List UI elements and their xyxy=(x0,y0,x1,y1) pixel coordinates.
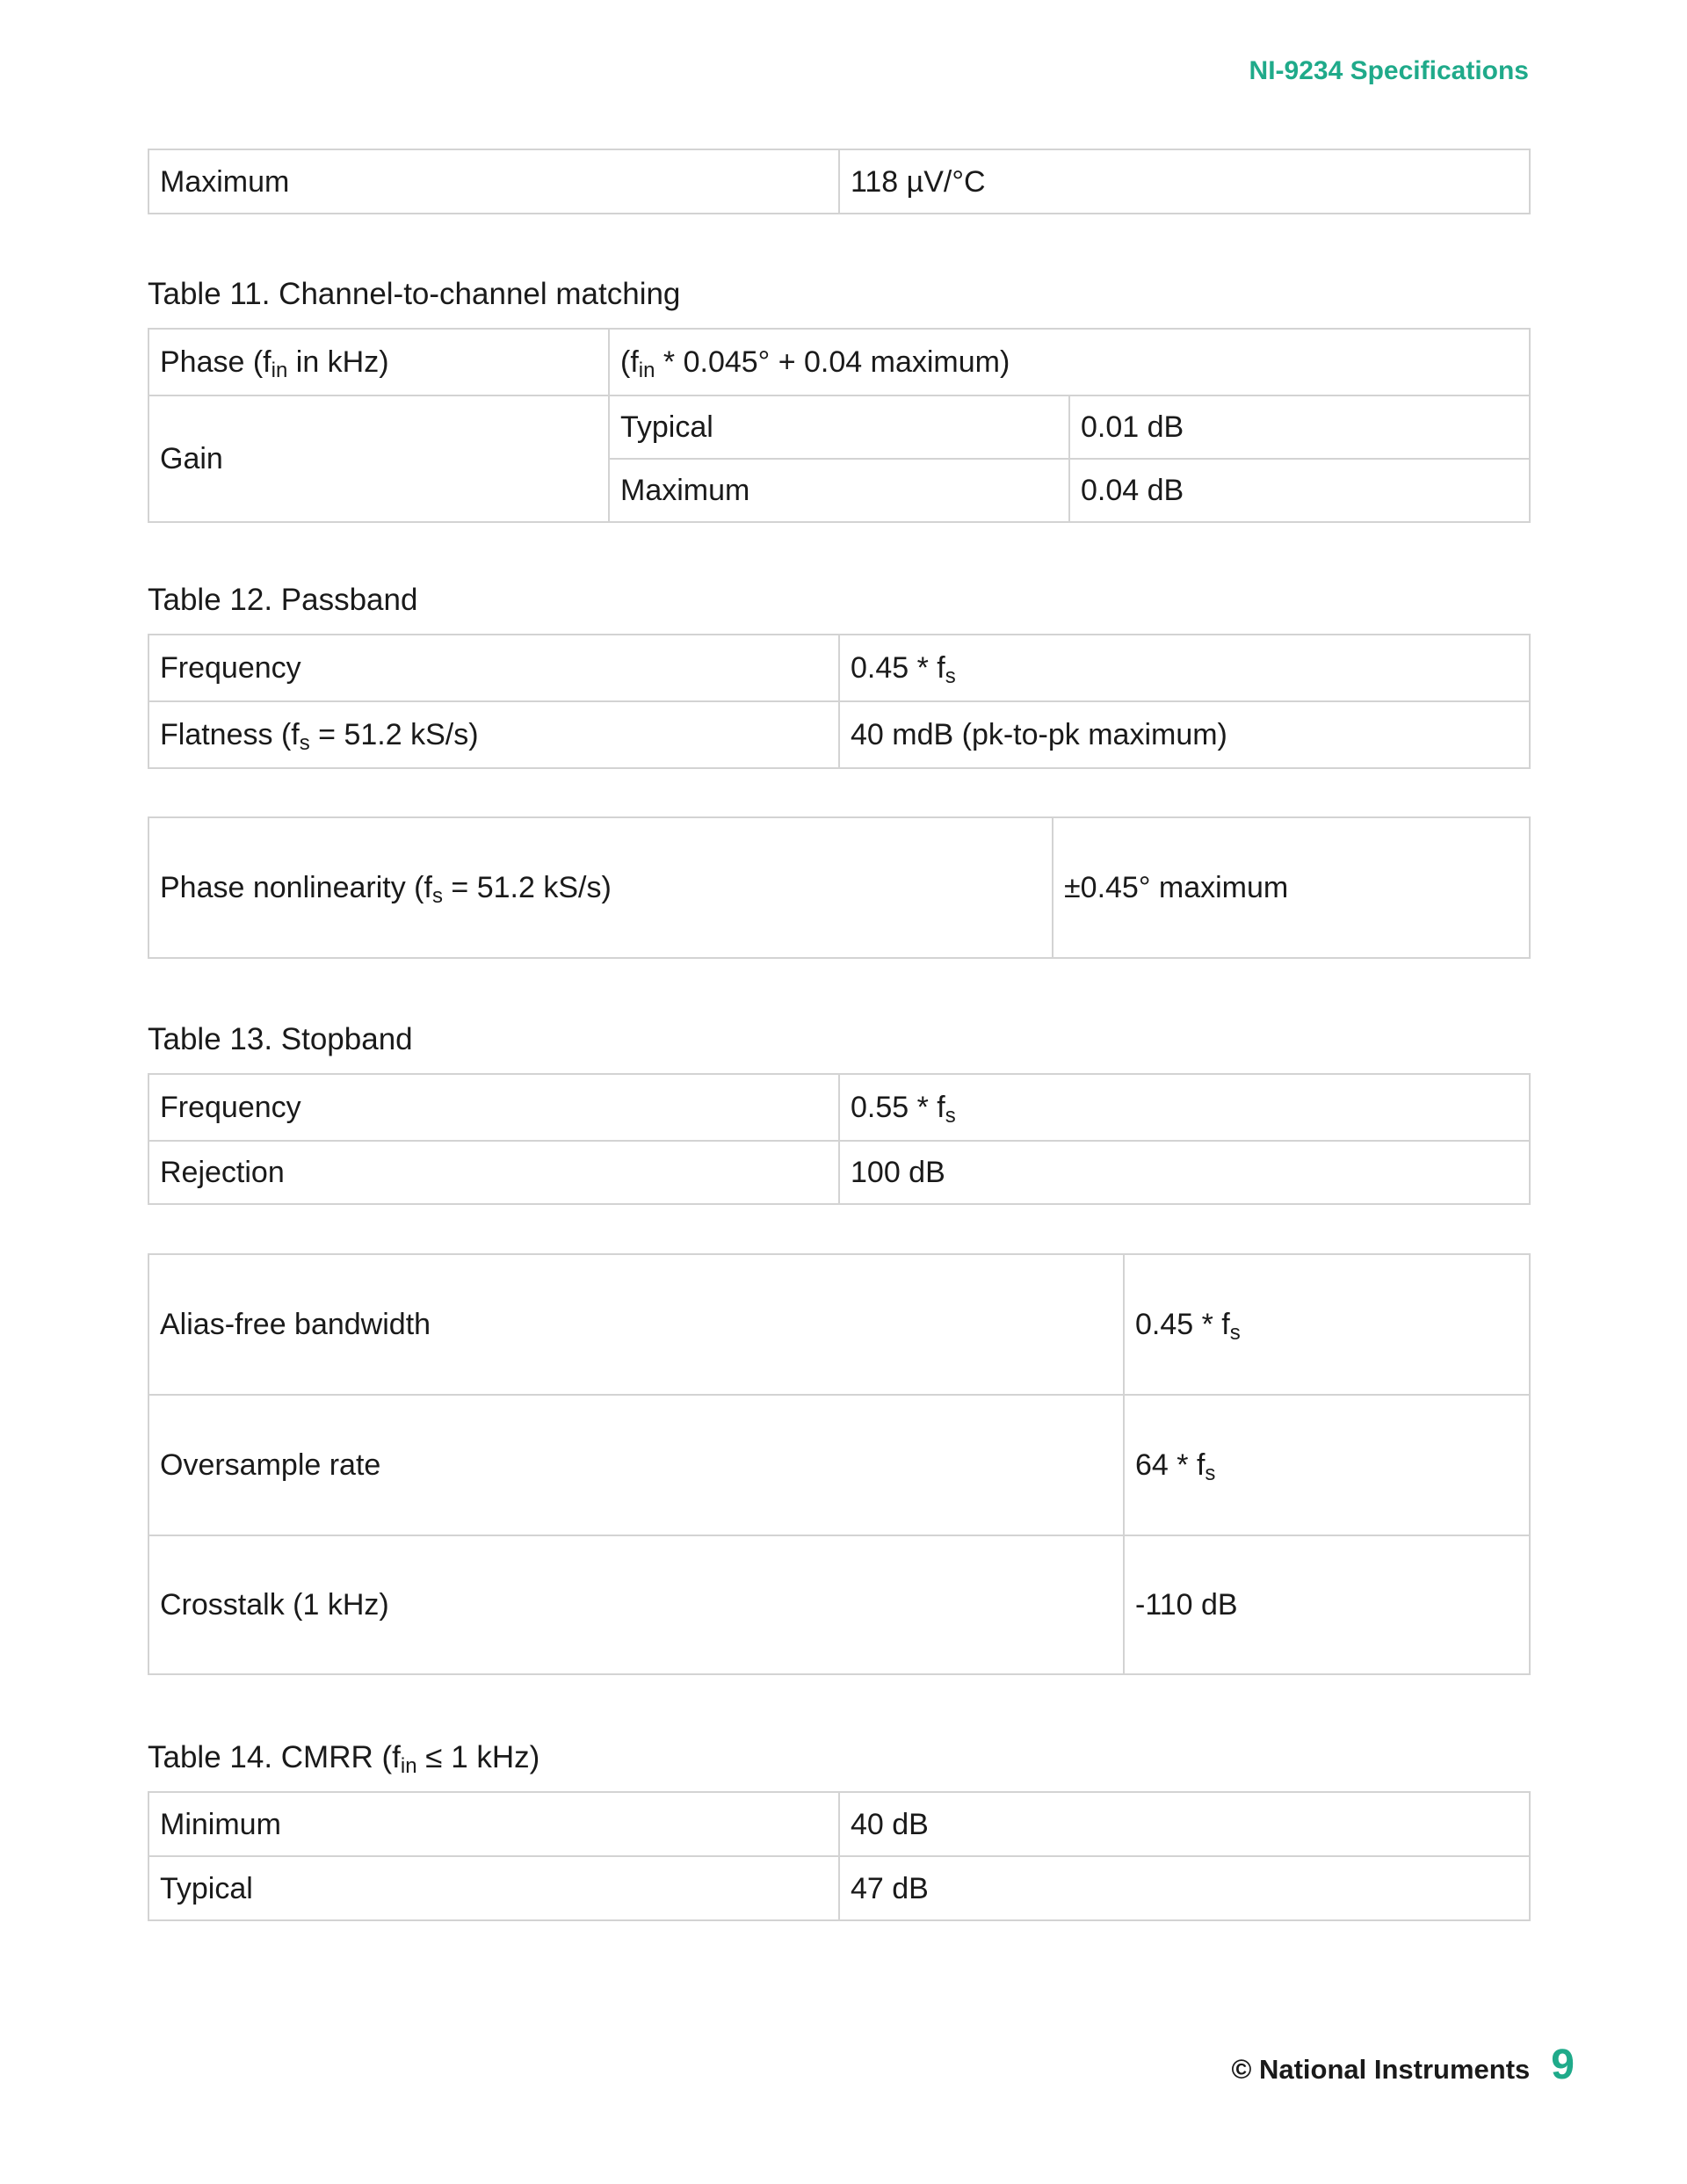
table-row xyxy=(148,1074,1530,1141)
table-row xyxy=(148,329,1530,395)
table-row xyxy=(148,149,1530,214)
row-value: 0.01 dB xyxy=(1069,395,1530,459)
table-row xyxy=(148,1254,1530,1395)
phase-nonlinearity-table-block xyxy=(148,816,1529,959)
phase-value-text: (f xyxy=(620,345,639,379)
row-label: Crosstalk (1 kHz) xyxy=(148,1535,1124,1674)
subscript: s xyxy=(299,731,310,755)
phase-label-text: in kHz) xyxy=(287,345,389,379)
row-value: 118 µV/°C xyxy=(839,149,1530,214)
table-row xyxy=(148,1395,1530,1535)
subscript: s xyxy=(1205,1462,1216,1485)
value-text: 0.55 * f xyxy=(851,1091,945,1124)
spec-table xyxy=(148,1253,1531,1675)
table-caption: Table 12. Passband xyxy=(148,583,418,617)
phase-value-text: * 0.045° + 0.04 maximum) xyxy=(655,345,1010,379)
subscript: s xyxy=(945,664,956,688)
row-label: Minimum xyxy=(148,1792,839,1856)
row-label: Rejection xyxy=(148,1141,839,1204)
row-value xyxy=(1124,1254,1530,1395)
table-row xyxy=(148,1141,1530,1204)
table-row xyxy=(148,1792,1530,1856)
spec-table xyxy=(148,816,1531,959)
table-caption: Table 11. Channel-to-channel matching xyxy=(148,277,681,311)
label-text: = 51.2 kS/s) xyxy=(309,718,479,751)
phase-label-text: Phase (f xyxy=(160,345,272,379)
table-row xyxy=(148,1856,1530,1920)
row-label xyxy=(148,701,839,768)
subscript: in xyxy=(271,359,288,382)
table-row xyxy=(148,1535,1530,1674)
value-text: 64 * f xyxy=(1135,1448,1206,1482)
page-footer xyxy=(1232,2041,1575,2089)
table-12-block xyxy=(148,583,1529,769)
subscript: in xyxy=(638,359,655,382)
row-label: Frequency xyxy=(148,635,839,701)
row-label: Gain xyxy=(148,395,609,522)
table-11-block xyxy=(148,277,1529,523)
row-label: Maximum xyxy=(148,149,839,214)
row-value: 47 dB xyxy=(839,1856,1530,1920)
label-text: Phase nonlinearity (f xyxy=(160,871,432,904)
row-value: 40 mdB (pk-to-pk maximum) xyxy=(839,701,1530,768)
row-label xyxy=(148,329,609,395)
spec-table xyxy=(148,1791,1531,1921)
table-row xyxy=(148,817,1530,958)
value-text: 0.45 * f xyxy=(851,651,945,685)
caption-text: ≤ 1 kHz) xyxy=(416,1740,540,1774)
spec-table xyxy=(148,1073,1531,1205)
table-13-block xyxy=(148,1022,1529,1205)
row-label: Oversample rate xyxy=(148,1395,1124,1535)
row-value: -110 dB xyxy=(1124,1535,1530,1674)
table-10-continuation xyxy=(148,149,1529,214)
row-value xyxy=(1124,1395,1530,1535)
row-label: Alias-free bandwidth xyxy=(148,1254,1124,1395)
table-caption: Table 13. Stopband xyxy=(148,1022,413,1056)
table-row xyxy=(148,395,1530,459)
sub-label: Typical xyxy=(609,395,1069,459)
row-label: Typical xyxy=(148,1856,839,1920)
spec-table xyxy=(148,328,1531,523)
sub-label: Maximum xyxy=(609,459,1069,522)
document-header-title: NI-9234 Specifications xyxy=(1249,56,1529,85)
spec-table xyxy=(148,149,1531,214)
table-14-block xyxy=(148,1740,1529,1921)
misc-spec-table-block xyxy=(148,1253,1529,1675)
subscript: in xyxy=(400,1754,417,1778)
value-text: 0.45 * f xyxy=(1135,1308,1230,1341)
subscript: s xyxy=(431,884,443,908)
table-row xyxy=(148,701,1530,768)
subscript: s xyxy=(945,1104,956,1128)
row-value: 100 dB xyxy=(839,1141,1530,1204)
label-text: = 51.2 kS/s) xyxy=(442,871,612,904)
caption-text: Table 14. CMRR (f xyxy=(148,1740,401,1774)
page-number: 9 xyxy=(1551,2042,1575,2088)
row-value xyxy=(839,635,1530,701)
table-row xyxy=(148,635,1530,701)
row-value: 0.04 dB xyxy=(1069,459,1530,522)
table-caption xyxy=(148,1740,1529,1778)
row-value xyxy=(609,329,1530,395)
row-value: ±0.45° maximum xyxy=(1053,817,1530,958)
subscript: s xyxy=(1229,1321,1241,1345)
row-value: 40 dB xyxy=(839,1792,1530,1856)
spec-table xyxy=(148,634,1531,769)
label-text: Flatness (f xyxy=(160,718,300,751)
row-label: Frequency xyxy=(148,1074,839,1141)
copyright-text: © National Instruments xyxy=(1231,2054,1531,2085)
row-value xyxy=(839,1074,1530,1141)
row-label xyxy=(148,817,1053,958)
